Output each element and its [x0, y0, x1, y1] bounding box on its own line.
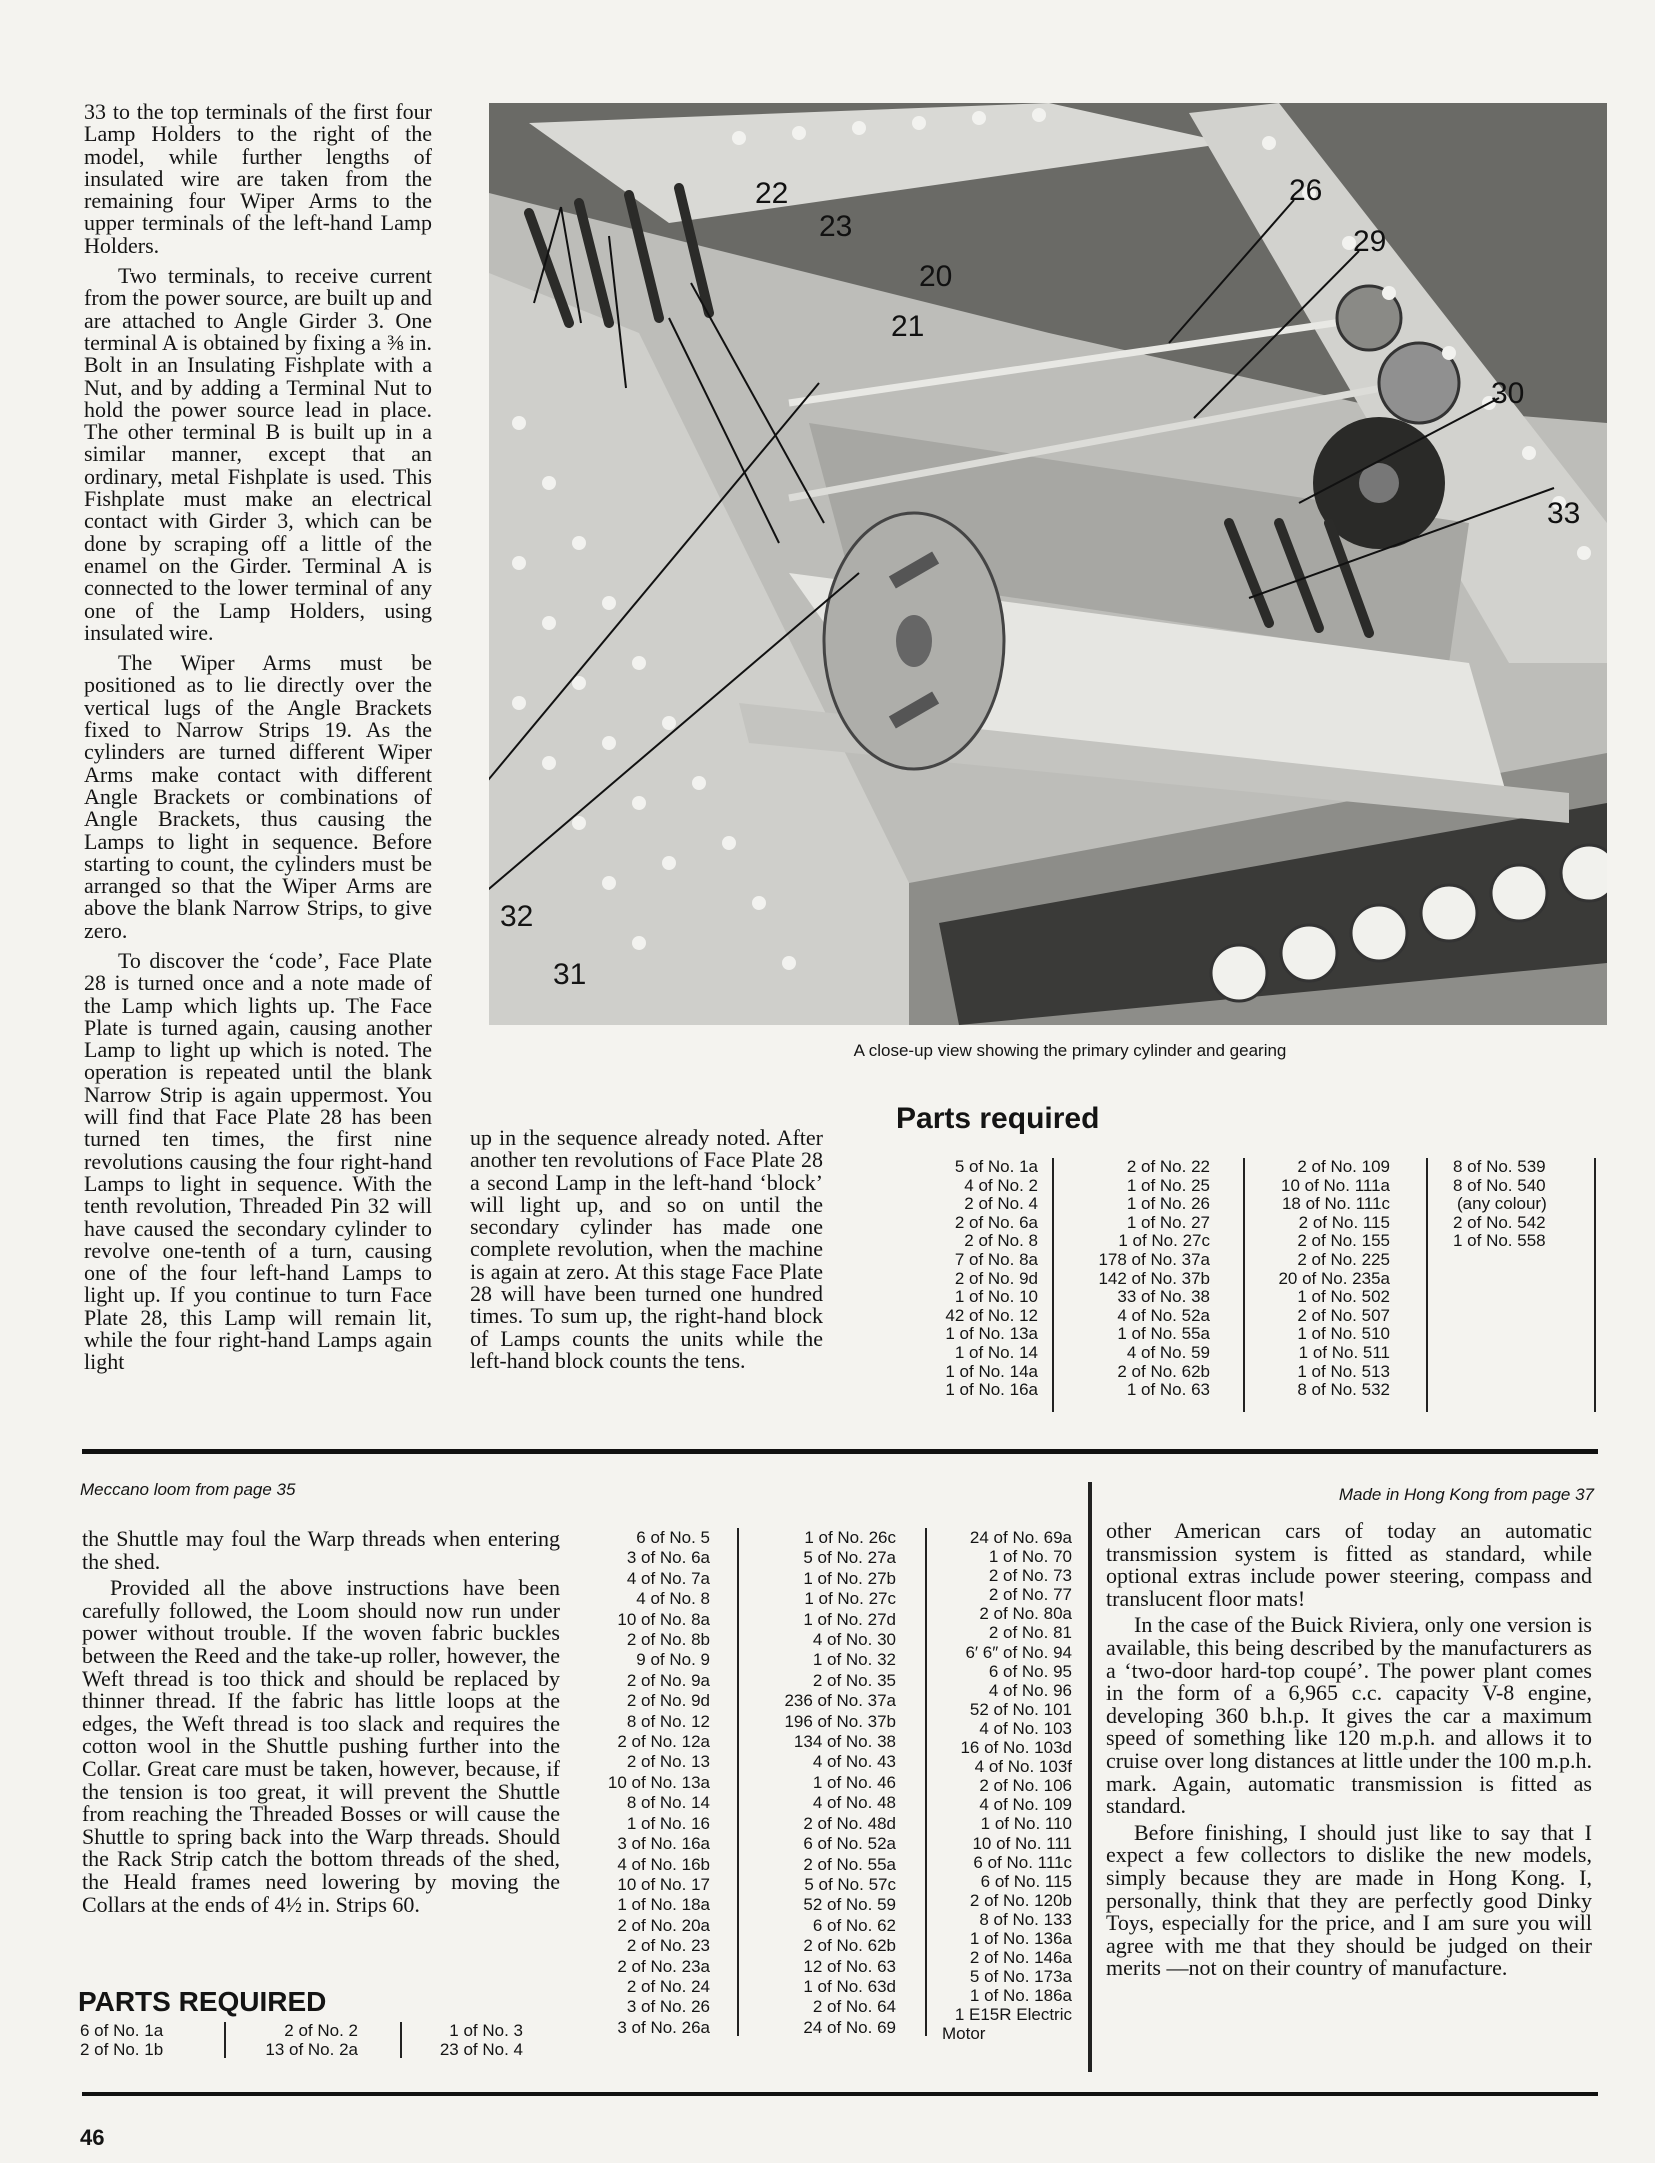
photo-label-29: 29 [1353, 225, 1387, 258]
parts-list-item: 5 of No. 1a [954, 1157, 1038, 1176]
parts-list-item: 5 of No. 27a [803, 1548, 896, 1568]
parts-list-item: 10 of No. 13a [607, 1772, 710, 1792]
model-photo [489, 103, 1607, 1025]
parts-list-item: Motor [942, 2024, 986, 2044]
parts-list-item: 1 of No. 27c [1118, 1231, 1210, 1251]
paragraph: up in the sequence already noted. After another ten revolutions of Face Plate 28 a second Lamp in the left-hand ‘block’ will light up, and so on until the secondary cylinder has made one complete revolution, when the machine is again at zero. At this stage Face Plate 28 will have been turned one hundred times. To sum up, the right-hand block of Lamps counts the units while the left-hand block counts the tens. [470, 1125, 823, 1373]
parts-column [1252, 1158, 1390, 1400]
parts-list-item: 6′ 6″ of No. 94 [965, 1642, 1072, 1662]
parts-list-item: 2 of No. 8b [626, 1630, 710, 1650]
parts-list-item: 4 of No. 7a [626, 1568, 710, 1588]
parts-list-item: 196 of No. 37b [784, 1711, 896, 1731]
parts-list-item: 2 of No. 9a [626, 1670, 710, 1690]
parts-list-item: 8 of No. 133 [979, 1909, 1072, 1929]
parts-list-item: 2 of No. 225 [1297, 1249, 1390, 1269]
photo-label-32: 32 [500, 900, 534, 933]
parts-list-item: 16 of No. 103d [960, 1738, 1072, 1758]
parts-list-item: 7 of No. 8a [954, 1249, 1038, 1269]
parts-list-item: 2 of No. 9d [954, 1268, 1038, 1288]
photo-label-20: 20 [919, 260, 953, 293]
loom-article-column [82, 1528, 560, 1920]
parts-list-item: 33 of No. 38 [1117, 1287, 1210, 1307]
parts-list-item: 4 of No. 96 [988, 1680, 1072, 1700]
parts-list-item: 1 of No. 511 [1298, 1342, 1390, 1362]
column-divider [1243, 1158, 1245, 1412]
parts-column [228, 2022, 358, 2059]
continued-from-header-right: Made in Hong Kong from page 37 [1338, 1485, 1594, 1504]
parts-list-item: 1 of No. 16a [945, 1380, 1038, 1400]
parts-list-item: 8 of No. 540 [1453, 1175, 1546, 1195]
parts-list-item: 3 of No. 6a [626, 1548, 710, 1568]
parts-list-item: 10 of No. 111a [1280, 1175, 1390, 1195]
parts-list-item: 2 of No. 106 [979, 1776, 1072, 1796]
parts-list-item: 2 of No. 1b [80, 2039, 164, 2059]
parts-list-item: 178 of No. 37a [1098, 1249, 1210, 1269]
parts-list-item: 1 of No. 27 [1126, 1212, 1210, 1232]
parts-list-item: 24 of No. 69 [803, 2017, 896, 2037]
photo-label-23: 23 [819, 210, 853, 243]
parts-list-item: 8 of No. 14 [626, 1793, 710, 1813]
parts-list-item: 1 of No. 25 [1126, 1175, 1210, 1195]
parts-list-item: 2 of No. 12a [617, 1732, 710, 1752]
parts-list-item: 2 of No. 155 [1297, 1231, 1390, 1251]
paragraph: Before finishing, I should just like to say that I expect a few collectors to dislike the new models, simply because they are made in Hong Kong. I, personally, think that they are perfectly good Dinky Toys, especially for the price, and I am sure you will agree with me that they should be judged on their merits —not on their country of manufacture. [1106, 1819, 1592, 1981]
parts-list-item: 5 of No. 57c [804, 1874, 896, 1894]
parts-list-item: 1 of No. 63 [1126, 1380, 1210, 1400]
continued-from-header-left: Meccano loom from page 35 [80, 1480, 296, 1499]
paragraph: other American cars of today an automatic transmission system is fitted as standard, while optional extras include power steering, compass and translucent floor mats! [1106, 1518, 1592, 1611]
parts-list-item: 2 of No. 77 [988, 1585, 1072, 1605]
paragraph: Provided all the above instructions have been carefully followed, the Loom should now run under power without trouble. If the woven fabric buckles between the Reed and the take-up roller, however, the Weft thread is too thick and should be replaced by thinner thread. If the fabric has little loops at the edges, the Weft thread is too slack and requires the cotton wool in the Shuttle pushing further into the Collar. Great care must be taken, however, because, if the tension is too great, it will prevent the Shuttle from reaching the Threaded Bosses or will cause the Shuttle to spring back into the Warp threads. Should the Rack Strip catch the bottom threads of the shed, the Heald frames need lowering by moving the Collars at the ends of 4½ in. Strips 60. [82, 1575, 560, 1917]
parts-list-item: 2 of No. 23a [617, 1956, 710, 1976]
parts-list-item: 1 of No. 513 [1297, 1361, 1390, 1381]
photo-label-33: 33 [1547, 497, 1581, 530]
parts-list-item: 1 of No. 13a [945, 1324, 1038, 1344]
parts-list-item: 1 of No. 55a [1117, 1324, 1210, 1344]
parts-list-item: 1 of No. 136a [969, 1928, 1072, 1948]
parts-list-item: 9 of No. 9 [636, 1650, 710, 1670]
parts-list-item: 2 of No. 542 [1453, 1212, 1546, 1232]
parts-list-item: 2 of No. 9d [626, 1691, 710, 1711]
parts-list-item: 2 of No. 2 [284, 2021, 358, 2040]
parts-list-item: 4 of No. 8 [636, 1589, 710, 1609]
parts-list-item: 1 of No. 186a [969, 1986, 1072, 2006]
parts-list-item: 2 of No. 507 [1297, 1305, 1390, 1325]
paragraph: The Wiper Arms must be positioned as to lie directly over the vertical lugs of the Angle Brackets fixed to Narrow Strips 19. As the cylinders are turned different Wiper Arms make contact with different Angle Brackets or combinations of Angle Brackets, thus causing the Lamps to light in sequence. Before starting to count, the cylinders must be arranged so that the Wiper Arms are above the blank Narrow Strips, to give zero. [84, 650, 432, 943]
paragraph: the Shuttle may foul the Warp threads when entering the shed. [82, 1526, 560, 1574]
parts-list-item: 2 of No. 22 [1126, 1157, 1210, 1176]
parts-list-item: 2 of No. 35 [812, 1670, 896, 1690]
parts-list-item: 2 of No. 4 [964, 1194, 1038, 1214]
parts-list-item: 1 of No. 110 [980, 1814, 1072, 1834]
hong-kong-article-column [1106, 1520, 1592, 1984]
parts-list-item: 5 of No. 173a [969, 1967, 1072, 1987]
parts-list-item: 2 of No. 6a [954, 1212, 1038, 1232]
column-divider [737, 1528, 739, 2036]
parts-list-item: 2 of No. 115 [1298, 1212, 1390, 1232]
paragraph: To discover the ‘code’, Face Plate 28 is turned once and a note made of the Lamp which lights up. The Face Plate is turned again, causing another Lamp to light up which is noted. The operation is repeated until the blank Narrow Strip is again uppermost. You will find that Face Plate 28 has been turned ten times, the first nine revolutions causing the four right-hand Lamps to light in sequence. With the tenth revolution, Threaded Pin 32 will have caused the secondary cylinder to revolve one-tenth of a turn, causing one of the four left-hand Lamps to light up. If you continue to turn Face Plate 28, this Lamp will remain lit, while the four right-hand Lamps again light [84, 947, 432, 1375]
parts-column [80, 2022, 210, 2059]
paragraph: 33 to the top terminals of the first four Lamp Holders to the right of the model, while further lengths of insulated wire are taken from the remaining four Wiper Arms to the upper terminals of the left-hand Lamp Holders. [84, 99, 432, 258]
parts-list-item: 2 of No. 120b [969, 1890, 1072, 1910]
photo-label-22: 22 [755, 177, 789, 210]
parts-list-item: 10 of No. 111 [972, 1833, 1072, 1853]
parts-list-item: 8 of No. 12 [626, 1711, 710, 1731]
parts-list-item: 1 of No. 10 [954, 1287, 1038, 1307]
photo-label-30: 30 [1491, 377, 1525, 410]
parts-column [900, 1158, 1038, 1400]
parts-list-item: 12 of No. 63 [803, 1956, 896, 1976]
column-divider [400, 2022, 402, 2058]
parts-list-item: 4 of No. 109 [979, 1795, 1072, 1815]
column-divider [224, 2022, 226, 2058]
parts-list-item: 4 of No. 43 [812, 1752, 896, 1772]
parts-list-item: 6 of No. 62 [812, 1915, 896, 1935]
parts-list-item: 8 of No. 539 [1453, 1157, 1546, 1176]
parts-list-item: 2 of No. 73 [988, 1566, 1072, 1586]
parts-column [1453, 1158, 1603, 1251]
parts-list-item: 1 of No. 27c [804, 1589, 896, 1609]
parts-list-item: 52 of No. 59 [803, 1895, 896, 1915]
parts-list-item: 1 of No. 3 [449, 2021, 523, 2040]
parts-list-item: 1 of No. 27d [803, 1609, 896, 1629]
parts-list-item: 4 of No. 30 [812, 1630, 896, 1650]
parts-column [585, 1528, 710, 2038]
parts-list-item: 2 of No. 146a [969, 1948, 1072, 1968]
parts-column [930, 1528, 1072, 2044]
parts-list-item: 4 of No. 48 [812, 1793, 896, 1813]
meccano-mechanism-illustration [489, 103, 1607, 1025]
column-divider [1594, 1158, 1596, 1412]
photo-label-21: 21 [891, 310, 925, 343]
parts-list-item: 3 of No. 16a [617, 1834, 710, 1854]
parts-list-item: 2 of No. 62b [1117, 1361, 1210, 1381]
parts-list-item: 6 of No. 5 [636, 1528, 710, 1547]
page-number: 46 [80, 2125, 105, 2150]
parts-list-item: 1 of No. 510 [1297, 1324, 1390, 1344]
parts-list-item: 20 of No. 235a [1278, 1268, 1390, 1288]
parts-list-item: 1 E15R Electric [954, 2005, 1072, 2025]
parts-list-item: 10 of No. 8a [617, 1609, 710, 1629]
parts-list-item: 2 of No. 80a [979, 1604, 1072, 1624]
parts-list-item: 1 of No. 26 [1126, 1194, 1210, 1214]
paragraph: In the case of the Buick Riviera, only one version is available, this being described by the manufacturers as a ‘two-door hard-top coupé’. The power plant comes in the form of a 6,965 c.c. capacity V-8 engine, developing 360 b.h.p. It gives the car a maximum speed of something like 120 m.p.h. and allows it to cruise over long distances at little under the 100 m.p.h. mark. Again, automatic transmission is fitted as standard. [1106, 1612, 1592, 1819]
parts-list-item: 6 of No. 95 [988, 1661, 1072, 1681]
parts-list-item: 52 of No. 101 [969, 1699, 1072, 1719]
footer-rule [82, 2092, 1598, 2096]
parts-list-item: 1 of No. 16 [626, 1813, 710, 1833]
section-divider [82, 1449, 1598, 1454]
parts-list-item: 1 of No. 26c [804, 1528, 896, 1547]
parts-list-item: 2 of No. 20a [617, 1915, 710, 1935]
parts-list-item: 2 of No. 81 [988, 1623, 1072, 1643]
column-divider [1426, 1158, 1428, 1412]
parts-list-item: 1 of No. 32 [812, 1650, 896, 1670]
parts-list-item: 236 of No. 37a [784, 1691, 896, 1711]
column-divider [1088, 1482, 1092, 2072]
parts-list-item: 2 of No. 48d [803, 1813, 896, 1833]
parts-list-item: 134 of No. 38 [793, 1732, 896, 1752]
parts-list-item: 6 of No. 1a [80, 2021, 164, 2040]
parts-list-item: 1 of No. 14 [954, 1342, 1038, 1362]
parts-list-item: 1 of No. 502 [1297, 1287, 1390, 1307]
parts-list-item: 2 of No. 8 [964, 1231, 1038, 1251]
parts-list-item: 2 of No. 23 [626, 1936, 710, 1956]
top-left-column [84, 101, 432, 1382]
parts-list-item: 4 of No. 52a [1117, 1305, 1210, 1325]
parts-list-item: 13 of No. 2a [265, 2039, 358, 2059]
column-divider [1052, 1158, 1054, 1412]
parts-list-item: 1 of No. 18a [617, 1895, 710, 1915]
parts-list-item: 6 of No. 52a [803, 1834, 896, 1854]
parts-list-item: 2 of No. 13 [626, 1752, 710, 1772]
parts-column [1060, 1158, 1210, 1400]
parts-column [742, 1528, 896, 2038]
parts-column [405, 2022, 523, 2059]
parts-list-item: 1 of No. 558 [1453, 1231, 1546, 1251]
parts-list-item: 142 of No. 37b [1098, 1268, 1210, 1288]
parts-list-item: 4 of No. 2 [964, 1175, 1038, 1195]
parts-list-item: 6 of No. 115 [980, 1871, 1072, 1891]
parts-list-item: 6 of No. 111c [973, 1852, 1072, 1872]
parts-list-item: 24 of No. 69a [969, 1528, 1072, 1547]
parts-list-item: 2 of No. 109 [1297, 1157, 1390, 1176]
parts-list-item: 4 of No. 16b [617, 1854, 710, 1874]
top-middle-column [470, 1127, 823, 1380]
parts-list-item: 42 of No. 12 [945, 1305, 1038, 1325]
parts-list-item: 1 of No. 14a [945, 1361, 1038, 1381]
parts-list-item: 4 of No. 59 [1126, 1342, 1210, 1362]
parts-list-item: 1 of No. 63d [803, 1976, 896, 1996]
photo-caption: A close-up view showing the primary cylinder and gearing [853, 1041, 1287, 1060]
parts-required-heading: Parts required [896, 1102, 1100, 1135]
parts-list-item: 1 of No. 70 [988, 1547, 1072, 1567]
parts-list-item: 10 of No. 17 [617, 1874, 710, 1894]
parts-list-item: 23 of No. 4 [439, 2039, 523, 2059]
parts-list-item: 1 of No. 27b [803, 1568, 896, 1588]
parts-list-item: 2 of No. 55a [803, 1854, 896, 1874]
parts-list-item: 18 of No. 111c [1281, 1194, 1390, 1214]
parts-list-item: 4 of No. 103 [979, 1718, 1072, 1738]
parts-list-item: 1 of No. 46 [812, 1772, 896, 1792]
parts-list-item: 8 of No. 532 [1297, 1380, 1390, 1400]
parts-list-item: 3 of No. 26 [626, 1997, 710, 2017]
parts-list-item: 2 of No. 24 [626, 1976, 710, 1996]
parts-list-item: 4 of No. 103f [974, 1757, 1072, 1777]
photo-label-26: 26 [1289, 174, 1323, 207]
parts-list-item: 2 of No. 64 [812, 1997, 896, 2017]
parts-list-item: 3 of No. 26a [617, 2017, 710, 2037]
column-divider [925, 1528, 927, 2036]
paragraph: Two terminals, to receive current from the power source, are built up and are attached to Angle Girder 3. One terminal A is obtained by fixing a ⅜ in. Bolt in an Insulating Fishplate with a Nut, and by adding a Terminal Nut to hold the power source lead in place. The other terminal B is built up in a similar manner, except that an ordinary, metal Fishplate is used. This Fishplate must make an electrical contact with Girder 3, which can be done by scraping off a little of the enamel on the Girder. Terminal A is connected to the lower terminal of any one of the Lamp Holders, using insulated wire. [84, 263, 432, 645]
parts-list-item: (any colour) [1457, 1194, 1547, 1214]
photo-label-31: 31 [553, 958, 587, 991]
parts-required-heading-small: PARTS REQUIRED [78, 1986, 327, 2017]
parts-list-item: 2 of No. 62b [803, 1936, 896, 1956]
